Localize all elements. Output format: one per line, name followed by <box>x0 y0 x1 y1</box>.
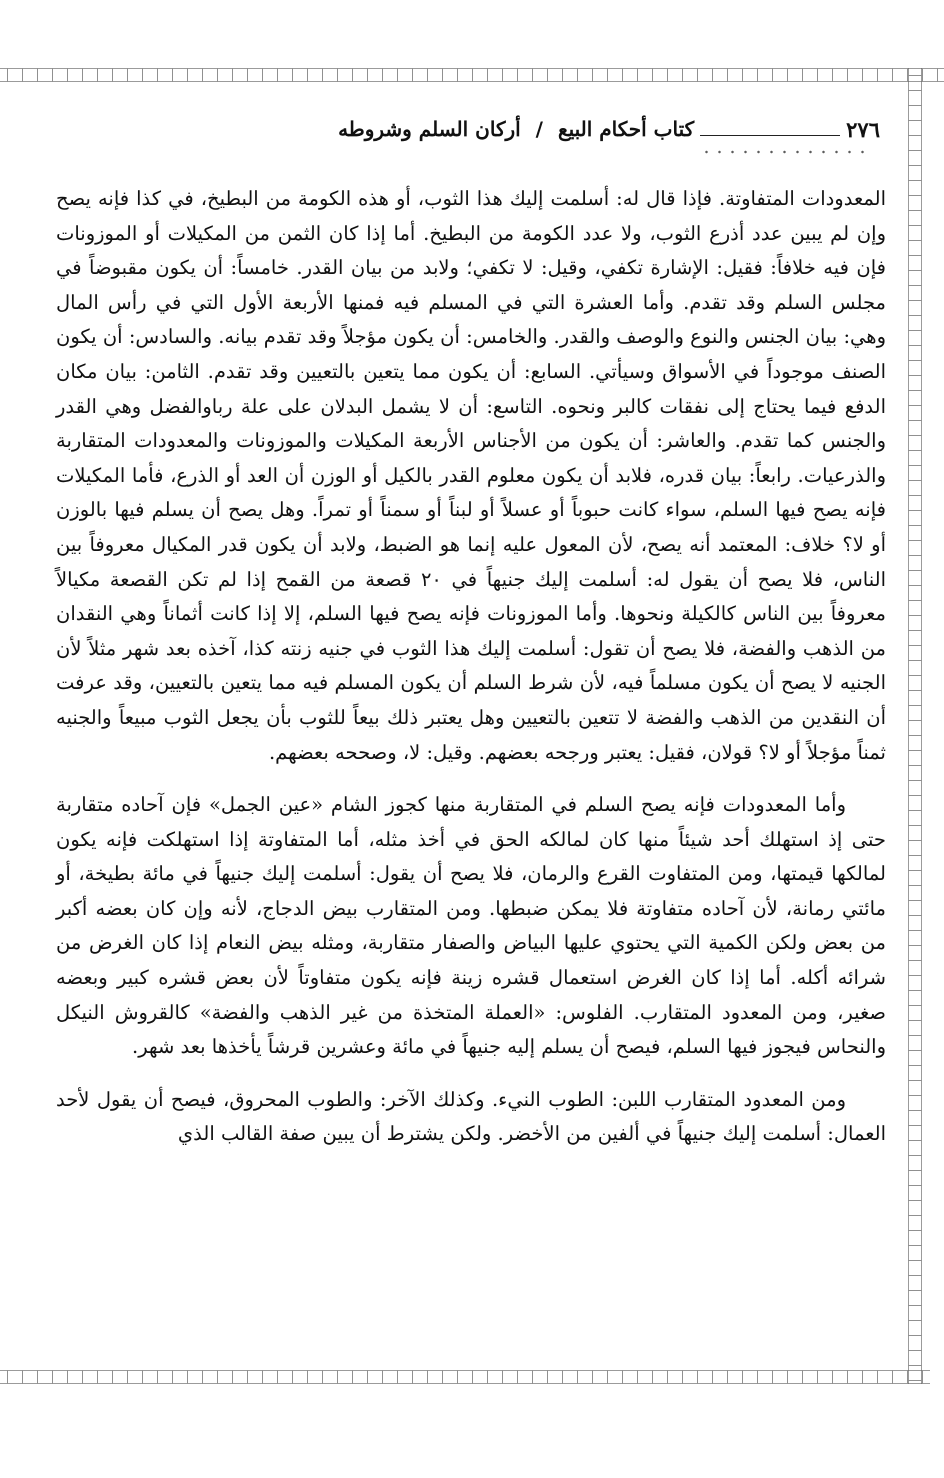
book-title: كتاب أحكام البيع <box>557 117 695 141</box>
running-header <box>60 112 880 146</box>
right-ornamental-border <box>908 68 922 1384</box>
header-dotted-line <box>700 148 870 156</box>
paragraph-2: وأما المعدودات فإنه يصح السلم في المتقاربة منها كجوز الشام «عين الجمل» فإن آحاده متقاربة حتى إذ استهلك أحد شيئاً منها كان لمالكه الحق في أخذ مثله، أما المتفاوتة إذا استهلكت فإنه يكون لمالكها قيمتها، ومن المتفاوت القرع والرمان، فلا يصح أن يقول: أسلمت إليك جنيهاً في مائة بطيخة، أو مائتي رمانة، لأن آحاده متفاوتة فلا يمكن ضبطها. ومن المتقارب بيض الدجاج، لأنه وإن كان بعضه أكبر من بعض ولكن الكمية التي يحتوي عليها البياض والصفار متقاربة، ومثله بيض النعام إذا كان الغرض من شرائه أكله. أما إذا كان الغرض استعمال قشره زينة فإنه يكون متفاوتاً لأن بعض قشره كبير وبعضه صغير، ومن المعدود المتقارب. الفلوس: «العملة المتخذة من غير الذهب والفضة» كالقروش النيكل والنحاس فيجوز فيها السلم، فيصح أن يسلم إليه جنيهاً في مائة وعشرين قرشاً يأخذها بعد شهر. <box>56 793 886 1059</box>
bottom-ornamental-border <box>0 1370 930 1384</box>
paragraph-1: المعدودات المتفاوتة. فإذا قال له: أسلمت إليك هذا الثوب، أو هذه الكومة من البطيخ، في كذا فإنه يصح وإن لم يبين عدد أذرع الثوب، ولا عدد الكومة من البطيخ. أما إذا كان الثمن من المكيلات أو الموزونات فإن فيه خلافاً: فقيل: الإشارة تكفي، وقيل: لا تكفي؛ ولابد من بيان القدر. خامساً: أن يكون مقبوضاً في مجلس السلم وقد تقدم. وأما العشرة التي في المسلم فيه فمنها الأربعة الأول التي في رأس المال وهي: بيان الجنس والنوع والوصف والقدر. والخامس: أن يكون مؤجلاً وقد تقدم بيانه. والسادس: أن يكون الصنف موجوداً في الأسواق وسيأتي. السابع: أن يكون مما يتعين بالتعيين وقد تقدم. الثامن: بيان مكان الدفع فيما يحتاج إلى نفقات كالبر ونحوه. التاسع: أن لا يشمل البدلان على علة رباوالفضل وهي القدر والجنس كما تقدم. والعاشر: أن يكون من الأجناس الأربعة المكيلات والموزونات والمعدودات المتقاربة والذرعيات. رابعاً: بيان قدره، فلابد أن يكون معلوم القدر بالكيل أو الوزن أن العد أو الذرع، فأما المكيلات فإنه يصح فيها السلم، سواء كانت حبوباً أو عسلاً أو لبناً أو سمناً أو تمراً. وهل يصح أن يسلم فيها بالوزن أو لا؟ خلاف: المعتمد أنه يصح، لأن المعول عليه إنما هو الضبط، ولابد أن يكون قدر المكيال معروفاً بين الناس، فلا يصح أن يقول له: أسلمت إليك جنيهاً في ٢٠ قصعة من القمح إذا لم تكن القصعة مكيالاً معروفاً بين الناس كالكيلة ونحوها. وأما الموزونات فإنه يصح فيها السلم، إلا إذا كانت أثماناً وهي النقدان من الذهب والفضة، فلا يصح أن تقول: أسلمت إليك هذا الثوب في جنيه زنته كذا، آخذه بعد شهر مثلاً لأن الجنيه لا يصح أن يكون مسلماً فيه، لأن شرط السلم أن يكون المسلم فيه مما يتعين بالتعيين، وقد عرفت أن النقدين من الذهب والفضة لا تتعين بالتعيين وهل يعتبر ذلك بيعاً للثوب بأن يجعل الثوب مبيعاً والجنيه ثمناً مؤجلاً أو لا؟ قولان، فقيل: يعتبر ورجحه بعضهم. وقيل: لا، وصححه بعضهم. <box>56 187 886 764</box>
header-rule <box>700 123 840 136</box>
page-number: ٢٧٦ <box>846 116 880 142</box>
paragraph-3: ومن المعدود المتقارب اللبن: الطوب النيء. وكذلك الآخر: والطوب المحروق، فيصح أن يقول لأحد العمال: أسلمت إليك جنيهاً في ألفين من الأخضر. ولكن يشترط أن يبين صفة القالب الذي <box>56 1087 886 1146</box>
top-ornamental-border <box>0 68 944 82</box>
section-title: أركان السلم وشروطه <box>338 117 521 141</box>
header-title <box>338 117 694 141</box>
header-separator: / <box>535 117 543 141</box>
body-text <box>56 182 886 1152</box>
